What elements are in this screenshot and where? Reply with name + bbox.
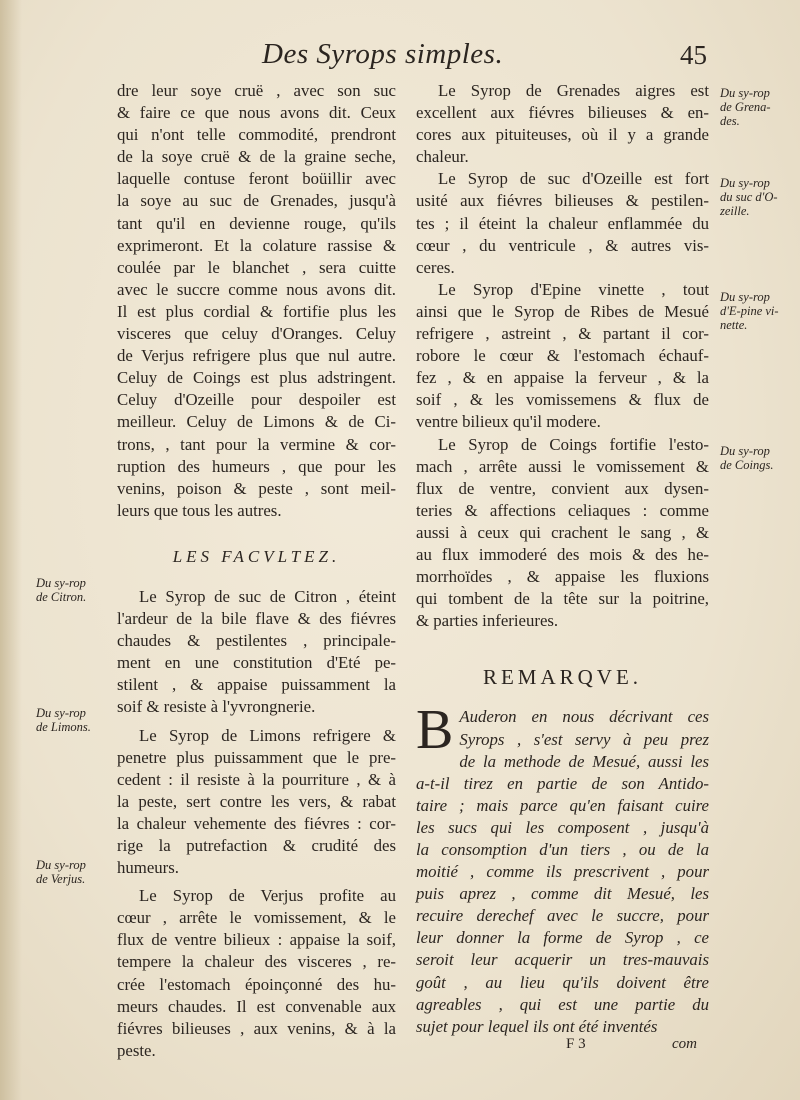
text-line: rige la putrefaction & crudité des (117, 836, 396, 855)
text-line: fiévres bilieuses , aux venins, & à la (117, 1018, 396, 1038)
left-paragraph-citron (117, 586, 396, 719)
remarque-heading: REMARQVE. (482, 665, 643, 690)
text-line: seroit leur acquerir un tres-mauvais (416, 950, 709, 970)
text-line: & faire ce que nous avons dit. Ceux (117, 103, 396, 123)
right-column (416, 80, 709, 1038)
text-line: puis aprez , comme dit Mesué, les (416, 884, 709, 904)
text-line: cedent : il resiste à la pourriture , & à (117, 769, 396, 789)
text-line: teries & affections celiaques : comme (416, 500, 709, 520)
text-line: humeurs. (117, 858, 179, 878)
text-line: & parties inferieures. (416, 611, 559, 631)
text-line: goût , au lieu qu'ils doivent être (416, 972, 709, 992)
text-line: meilleur. Celuy de Limons & de Ci- (117, 412, 396, 432)
text-line: Le Syrop de suc de Citron , éteint (139, 586, 396, 606)
text-line: les sucs qui les composent , jusqu'à (416, 817, 709, 837)
text-line: la consomption d'un tiers , ou de la (416, 840, 709, 859)
text-line: la soye au suc de Grenades, jusqu'à (117, 191, 396, 211)
text-line: la peste, sert contre les vers, & rabat (117, 791, 396, 811)
text-line: aussi à ceux qui crachent le sang , & (416, 522, 709, 542)
margin-note-ozeille: Du sy-rop du suc d'O-zeille. (720, 176, 778, 218)
text-line: ventre bilieux qu'il modere. (416, 412, 601, 432)
margin-note-coings: Du sy-rop de Coings. (720, 444, 774, 472)
text-line: Syrops , s'est servy à peu prez (459, 729, 709, 749)
text-line: meurs chaudes. Il est convenable aux (117, 996, 396, 1016)
drop-cap: B (416, 699, 454, 762)
text-line: tant qu'il en devienne rouge, qu'ils (117, 213, 396, 233)
text-line: qui n'ont telle commodité, prendront (117, 125, 396, 145)
text-line: robore le cœur & l'estomach échauf- (416, 346, 709, 366)
text-line: recuire derechef avec le succre, pour (416, 906, 709, 926)
text-line: ceres. (416, 257, 455, 277)
page-fold-shadow (0, 0, 22, 1100)
text-line: cœur , du ventricule , & autres vis- (416, 235, 709, 255)
text-line: chaudes & pestilentes , principale- (117, 631, 396, 651)
text-line: agreables , qui est une partie du (416, 994, 709, 1014)
text-line: Le Syrop d'Epine vinette , tout (438, 279, 709, 299)
text-line: crée l'estomach époinçonné des hu- (117, 974, 396, 994)
text-line: a-t-il tirez en partie de son Antido- (416, 773, 709, 793)
page-number: 45 (680, 40, 707, 70)
text-line: leurs que tous les autres. (117, 500, 282, 520)
text-line: Le Syrop de Coings fortifie l'esto- (438, 434, 709, 454)
text-line: qui tombent de la tête sur la poitrine, (416, 589, 709, 609)
text-line: usité aux fiévres bilieuses & pestilen- (416, 191, 709, 211)
text-line: trons, , tant pour la vermine & cor- (117, 434, 396, 454)
margin-note-verjus: Du sy-rop de Verjus. (36, 858, 86, 886)
right-paragraph-coings (416, 434, 709, 633)
text-line: tes ; il éteint la chaleur enflammée du (416, 213, 709, 233)
text-line: Auderon en nous décrivant ces (459, 707, 709, 727)
margin-note-limons: Du sy-rop de Limons. (36, 706, 91, 734)
text-line: Le Syrop de Limons refrigere & (139, 725, 396, 745)
text-line: coulée par le blanchet , sera cuitte (117, 257, 396, 277)
text-line: morrhoïdes , & appaise les fluxions (416, 567, 709, 587)
left-paragraph-verjus (117, 885, 396, 1062)
running-title: Des Syrops simples. (262, 38, 504, 70)
text-line: au flux immoderé des mois & des he- (416, 544, 709, 564)
text-line: ainsi que le Syrop de Ribes de Mesué (416, 301, 709, 321)
signature-mark: F 3 (566, 1036, 586, 1052)
margin-note-citron: Du sy-rop de Citron. (36, 576, 87, 604)
text-line: leur donner la forme de Syrop , ce (416, 928, 709, 948)
text-line: fez , & en appaise la ferveur , & la (416, 368, 709, 388)
text-line: de Verjus refrigere plus que nul autre. (117, 346, 396, 366)
text-line: Il est plus cordial & fortifie plus les (117, 301, 396, 321)
left-paragraph-limons (117, 725, 396, 880)
text-line: chaleur. (416, 147, 469, 167)
margin-note-grenades: Du sy-rop de Grena-des. (720, 86, 771, 128)
text-line: l'ardeur de la bile flave & des fiévres (117, 609, 396, 629)
text-line: tempere la chaleur des visceres , re- (117, 952, 396, 972)
text-line: Celuy de Coings est plus adstringent. (117, 368, 396, 388)
text-line: peste. (117, 1040, 156, 1060)
text-line: de la soye cruë & de la graine seche, (117, 147, 396, 167)
text-line: refrigere , astreint , & partant il cor- (416, 324, 709, 344)
right-paragraph-epine (416, 279, 709, 434)
text-line: excellent aux fiévres bilieuses & en- (416, 103, 709, 123)
text-line: soif & resiste à l'yvrongnerie. (117, 697, 316, 717)
right-paragraph-ozeille (416, 168, 709, 278)
text-line: dre leur soye cruë , avec son suc (117, 81, 396, 100)
text-line: visceres que celuy d'Oranges. Celuy (117, 324, 396, 344)
text-line: Le Syrop de suc d'Ozeille est fort (438, 169, 709, 189)
text-line: avec le succre comme nous avons dit. (117, 279, 396, 299)
text-line: cores aux pituiteuses, où il y a grande (416, 125, 709, 145)
text-line: soif , & les vomissemens & flux de (416, 390, 709, 410)
text-line: Celuy d'Ozeille pour despoiler est (117, 390, 396, 410)
remarque-text (416, 699, 709, 1037)
text-line: flux de ventre, convient aux dysen- (416, 478, 709, 498)
text-line: cœur , arrête le vomissement, & le (117, 908, 396, 928)
text-line: de la methode de Mesué, aussi les (459, 751, 709, 771)
margin-note-epine: Du sy-rop d'E-pine vi-nette. (720, 290, 779, 332)
text-line: flux de ventre bilieux : appaise la soif, (117, 930, 396, 950)
text-line: penetre plus puissamment que le pre- (117, 747, 396, 767)
text-line: ruption des humeurs , que pour les (117, 456, 396, 476)
text-line: Le Syrop de Grenades aigres est (438, 81, 709, 100)
section-heading: LES FACVLTEZ. (172, 546, 341, 566)
text-line: sujet pour lequel ils ont été inventés (416, 1016, 658, 1036)
text-line: stilent , & appaise puissamment la (117, 675, 396, 695)
text-line: venins, poison & peste , sont meil- (117, 478, 396, 498)
text-line: moitié , comme ils prescrivent , pour (416, 862, 709, 882)
text-line: Le Syrop de Verjus profite au (139, 886, 396, 906)
text-line: la chaleur vehemente des fiévres : cor- (117, 813, 396, 833)
left-column (117, 80, 396, 1062)
text-line: laquelle contuse feront boüillir avec (117, 169, 396, 189)
right-paragraph-grenades (416, 80, 709, 168)
text-line: taire ; mais parce qu'en faisant cuire (416, 795, 709, 815)
text-line: mach , arrête aussi le vomissement & (416, 456, 709, 476)
text-line: ment en une constitution d'Eté pe- (117, 653, 396, 673)
catchword: com (672, 1036, 697, 1052)
left-paragraph-1 (117, 80, 396, 522)
remarque-lines (416, 699, 709, 1037)
text-line: exprimeront. Et la colature rassise & (117, 235, 396, 255)
